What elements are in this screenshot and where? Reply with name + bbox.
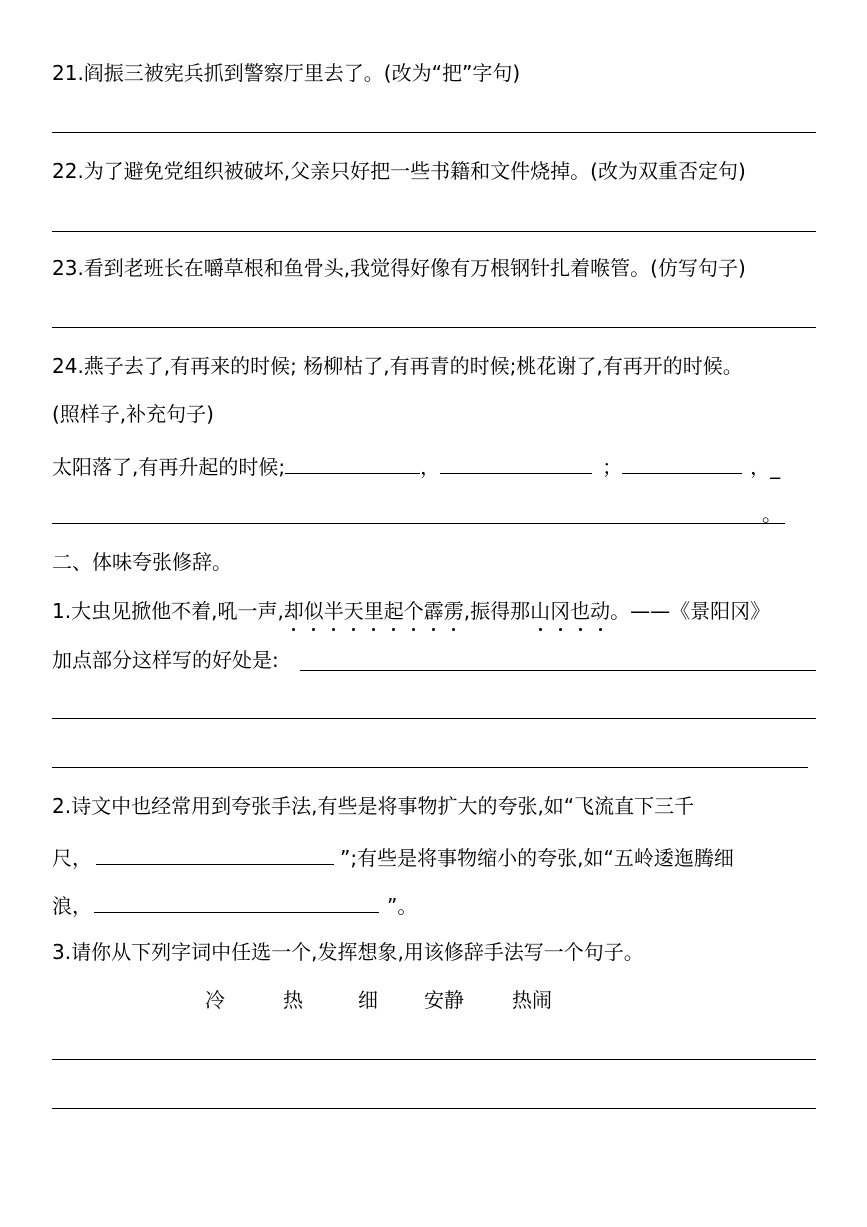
s2-question-1 <box>52 597 770 625</box>
dotted-char: 似 <box>303 599 324 623</box>
question-24-fill-line <box>52 451 780 481</box>
dotted-char: 天 <box>343 599 364 623</box>
fill-blank-poem-2[interactable] <box>94 890 379 913</box>
dotted-char: 半 <box>323 599 344 623</box>
dotted-char: 雳 <box>443 599 464 623</box>
question-24-instruction: (照样子,补充句子) <box>52 402 214 426</box>
answer-line-s2q1-a[interactable] <box>300 670 816 671</box>
section-heading: 二、体味夸张修辞。 <box>52 550 232 574</box>
s2-question-3: 3.请你从下列字词中任选一个,发挥想象,用该修辞手法写一个句子。 <box>52 940 644 964</box>
question-21: 21.阎振三被宪兵抓到警察厅里去了。(改为“把”字句) <box>52 61 521 85</box>
s2q2-l3-pre: 浪， <box>52 894 92 918</box>
semicolon-sep: ； <box>602 455 623 479</box>
dotted-char: 霹 <box>423 599 444 623</box>
end-period: 。 <box>762 502 782 526</box>
answer-line-23[interactable] <box>52 327 816 328</box>
s2q2-line3 <box>52 890 417 920</box>
fill-prefix: 太阳落了,有再升起的时候; <box>52 455 286 479</box>
s2q2-l3-post: ”。 <box>387 894 418 918</box>
s2q2-l2-pre: 尺， <box>52 846 92 870</box>
word-option: 冷 <box>205 988 225 1012</box>
s2-question-2: 2.诗文中也经常用到夸张手法,有些是将事物扩大的夸张,如“飞流直下三千 <box>52 794 695 818</box>
dotted-char: 也 <box>570 599 591 623</box>
dotted-char: 山 <box>530 599 551 623</box>
s2q1-part3: 。——《景阳冈》 <box>610 599 771 623</box>
dotted-char: 却 <box>283 599 304 623</box>
fill-blank-1[interactable] <box>285 451 420 474</box>
answer-line-s2q1-c[interactable] <box>52 767 808 768</box>
s2q1-part1: 1.大虫见掀他不着,吼一声, <box>52 599 284 623</box>
question-22: 22.为了避免党组织被破坏,父亲只好把一些书籍和文件烧掉。(改为双重否定句) <box>52 159 746 183</box>
dotted-char: 起 <box>383 599 404 623</box>
tail-underscore: _ <box>770 455 781 479</box>
s2q2-l2-post: ”;有些是将事物缩小的夸张,如“五岭逶迤腾细 <box>340 846 734 870</box>
word-option: 安静 <box>424 988 464 1012</box>
word-option: 细 <box>358 988 378 1012</box>
s2q1-prompt: 加点部分这样写的好处是: <box>52 648 279 672</box>
question-24: 24.燕子去了,有再来的时候; 杨柳枯了,有再青的时候;桃花谢了,有再开的时候。 <box>52 354 743 378</box>
comma-sep: ， <box>420 455 441 479</box>
s2q2-line2 <box>52 842 734 872</box>
s2q1-part2: ,振得那 <box>463 599 531 623</box>
fill-blank-poem-1[interactable] <box>96 842 334 865</box>
word-option: 热 <box>283 988 303 1012</box>
question-23: 23.看到老班长在嚼草根和鱼骨头,我觉得好像有万根钢针扎着喉管。(仿写句子) <box>52 256 746 280</box>
fill-blank-2[interactable] <box>440 451 592 474</box>
word-option: 热闹 <box>512 988 552 1012</box>
dotted-char: 动 <box>590 599 611 623</box>
answer-line-s2q3-a[interactable] <box>52 1059 816 1060</box>
comma-sep-2: ， <box>750 455 771 479</box>
dotted-char: 里 <box>363 599 384 623</box>
answer-line-21[interactable] <box>52 132 816 133</box>
fill-blank-4[interactable] <box>52 523 785 524</box>
dotted-char: 冈 <box>550 599 571 623</box>
dotted-char: 个 <box>403 599 424 623</box>
fill-blank-3[interactable] <box>622 451 742 474</box>
answer-line-s2q1-b[interactable] <box>52 718 816 719</box>
answer-line-22[interactable] <box>52 231 816 232</box>
answer-line-s2q3-b[interactable] <box>52 1108 816 1109</box>
